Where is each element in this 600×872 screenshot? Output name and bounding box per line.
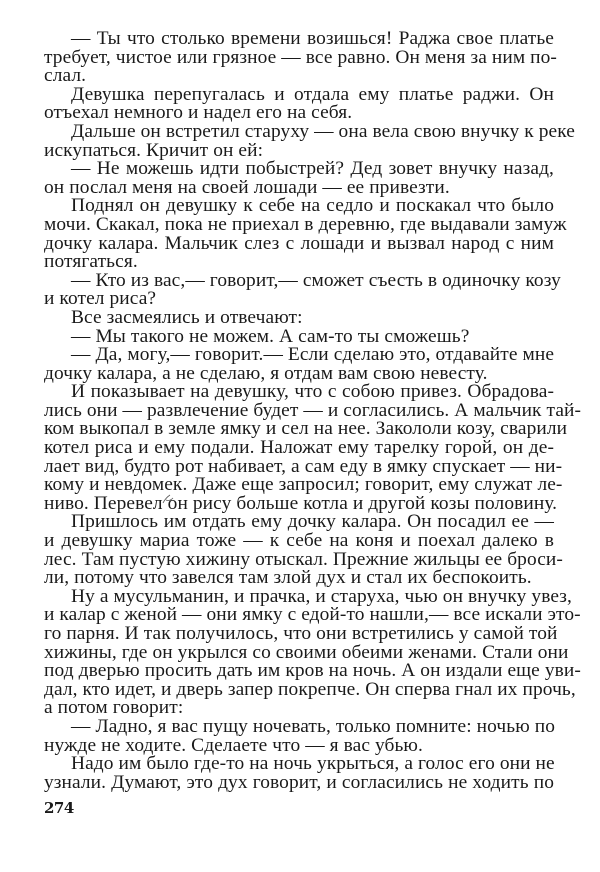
text-line: Все засмеялись и отвечают: <box>71 306 303 328</box>
text-line: Надо им было где-то на ночь укрыться, а голос его они не <box>71 753 555 775</box>
text-line: дал, кто идет, и дверь запер покрепче. Он сперва гнал их прочь, <box>44 678 576 700</box>
text-line: — Кто из вас,— говорит,— сможет съесть в одиночку козу <box>71 269 561 291</box>
text-line: И показывает на девушку, что с собою привез. Обрадова- <box>71 381 554 403</box>
text-line: потягаться. <box>44 251 138 273</box>
text-line: нужде не ходите. Сделаете что — я вас убью. <box>44 734 423 756</box>
text-line: котел риса и ему подали. Наложат ему тарелку горой, он де- <box>44 437 554 459</box>
text-line: слал. <box>44 65 87 87</box>
text-line: и котел риса? <box>44 288 157 310</box>
text-line: Пришлось им отдать ему дочку калара. Он посадил ее — <box>71 511 554 533</box>
text-line: хижины, где он укрылся со своими обеими женами. Стали они <box>44 641 569 663</box>
text-line: мочи. Скакал, пока не приехал в деревню, где выдавали замуж <box>44 213 567 235</box>
text-line: — Ладно, я вас пущу ночевать, только помните: ночью по <box>71 715 556 737</box>
text-line: ком выкопал в земле ямку и сел на нее. Закололи козу, сварили <box>44 418 568 440</box>
book-page-text <box>44 28 582 793</box>
text-line: под дверью просить дать им кров на ночь. А он издали еще уви- <box>44 660 581 682</box>
text-line: лись они — развлечение будет — и согласились. А мальчик тай- <box>44 399 582 421</box>
text-line: отъехал немного и надел его на себя. <box>44 102 353 124</box>
text-line: лес. Там пустую хижину отыскал. Прежние жильцы ее броси- <box>44 548 563 570</box>
text-line: Девушка перепугалась и отдала ему платье раджи. Он <box>71 83 554 105</box>
text-line: искупаться. Кричит он ей: <box>44 139 264 161</box>
text-line: ниво. Перевел он рису больше котла и другой козы половину. <box>44 492 558 514</box>
text-line: кому и невдомек. Даже еще запросил; говорит, ему служат ле- <box>44 474 563 496</box>
text-line: узнали. Думают, это дух говорит, и согласились не ходить по <box>44 771 554 793</box>
text-line: го парня. И так получилось, что они встретились у самой той <box>44 623 558 644</box>
text-line: — Ты что столько времени возишься! Раджа свое платье <box>71 28 554 49</box>
handwritten-pen-mark-icon <box>161 492 175 506</box>
text-line: дочку калара. Мальчик слез с лошади и вызвал народ с ним <box>44 232 554 254</box>
text-line: Ну а мусульманин, и прачка, и старуха, чью он внучку увез, <box>71 585 572 607</box>
text-line: — Да, могу,— говорит.— Если сделаю это, отдавайте мне <box>71 344 555 366</box>
page-number: 274 <box>44 799 74 817</box>
text-line: Дальше он встретил старуху — она вела свою внучку к реке <box>71 120 576 142</box>
text-line: ли, потому что завелся там злой дух и стал их беспокоить. <box>44 567 532 589</box>
text-line: лает вид, будто рот набивает, а сам еду в ямку спускает — ни- <box>44 455 563 477</box>
text-line: дочку калара, а не сделаю, я отдам вам свою невесту. <box>44 362 488 384</box>
text-line: и девушку мариа тоже — к себе на коня и поехал далеко в <box>44 530 554 552</box>
text-line: и калар с женой — они ямку с едой-то нашли,— все искали это- <box>44 604 581 626</box>
text-line: а потом говорит: <box>44 697 184 719</box>
text-line: Поднял он девушку к себе на седло и поскакал что было <box>71 195 554 217</box>
text-line: он послал меня на своей лошади — ее привезти. <box>44 176 450 198</box>
text-line: — Не можешь идти побыстрей? Дед зовет внучку назад, <box>71 158 554 180</box>
text-line: — Мы такого не можем. А сам-то ты сможешь? <box>71 325 470 347</box>
text-line: требует, чистое или грязное — все равно. Он меня за ним по- <box>44 46 557 68</box>
